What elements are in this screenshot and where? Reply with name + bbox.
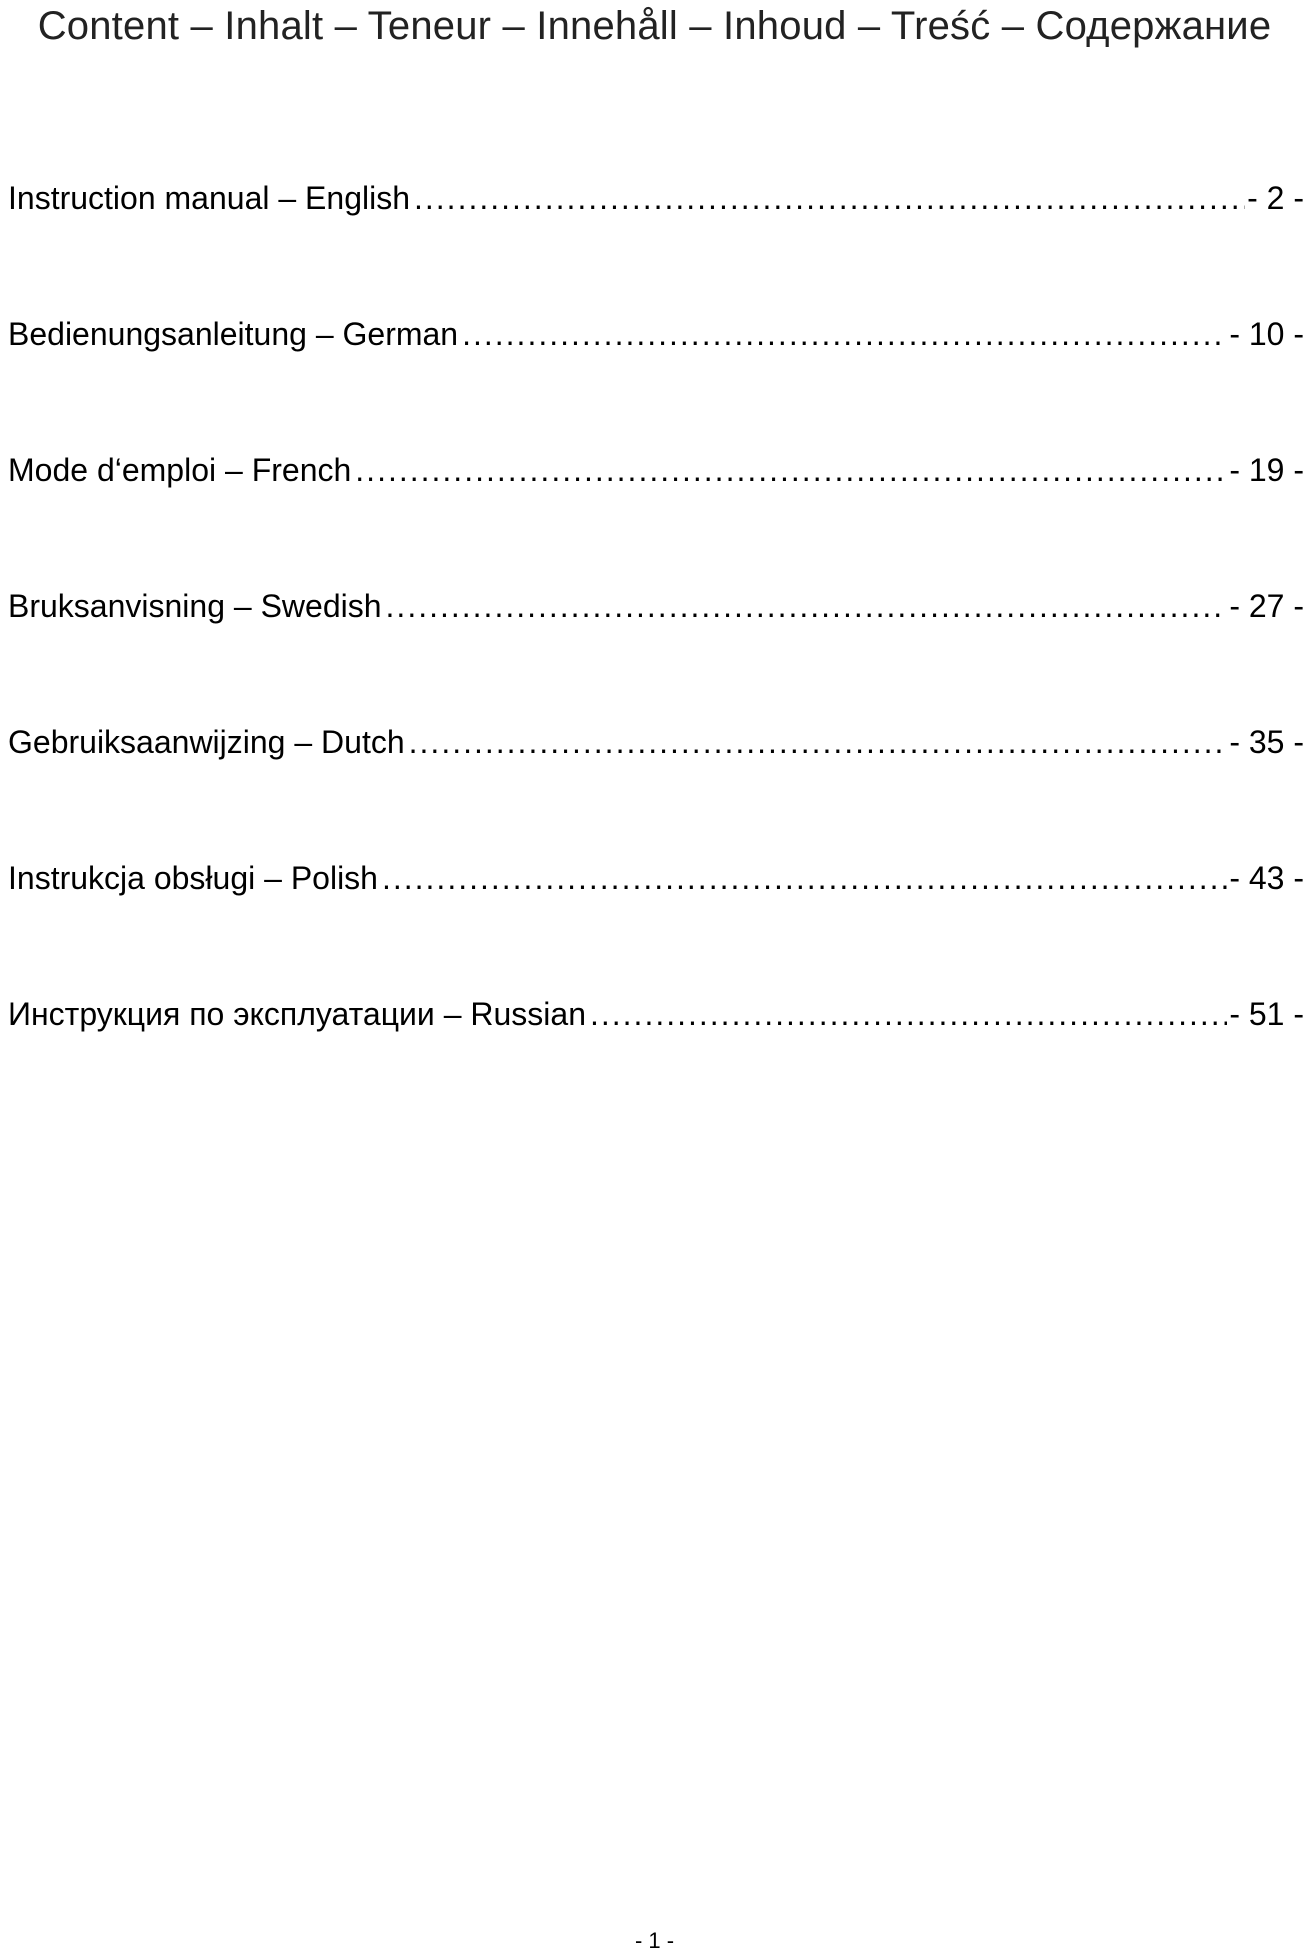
toc-dot-leader xyxy=(382,860,1227,897)
toc-entry-page: - 2 - xyxy=(1247,180,1304,216)
toc-entry-english[interactable] xyxy=(8,180,1304,316)
toc-dot-leader xyxy=(409,724,1228,761)
toc-dot-leader xyxy=(462,316,1227,353)
toc-entry-title: Gebruiksaanwijzing – Dutch xyxy=(8,724,405,760)
toc-entry-title: Instruction manual – English xyxy=(8,180,410,216)
toc-entry-polish[interactable] xyxy=(8,860,1304,996)
toc-entry-swedish[interactable] xyxy=(8,588,1304,724)
toc-dot-leader xyxy=(386,588,1228,625)
table-of-contents xyxy=(8,180,1304,1132)
toc-dot-leader xyxy=(590,996,1227,1033)
toc-entry-page: - 10 - xyxy=(1229,316,1304,352)
toc-entry-page: - 51 - xyxy=(1229,996,1304,1032)
page-number: - 1 - xyxy=(634,1928,675,1953)
toc-entry-title: Bedienungsanleitung – German xyxy=(8,316,459,352)
toc-entry-title: Инструкция по эксплуатации – Russian xyxy=(8,996,586,1032)
toc-entry-russian[interactable] xyxy=(8,996,1304,1132)
page-title: Content – Inhalt – Teneur – Innehåll – Inhoud – Treść – Содержание xyxy=(37,4,1272,48)
toc-entry-page: - 43 - xyxy=(1229,860,1304,896)
toc-entry-page: - 19 - xyxy=(1229,452,1304,488)
toc-entry-title: Mode d‘emploi – French xyxy=(8,452,352,488)
toc-dot-leader xyxy=(355,452,1227,489)
toc-entry-title: Bruksanvisning – Swedish xyxy=(8,588,382,624)
toc-entry-page: - 35 - xyxy=(1229,724,1304,760)
toc-dot-leader xyxy=(414,180,1245,217)
toc-entry-title: Instrukcja obsługi – Polish xyxy=(8,860,378,896)
toc-entry-french[interactable] xyxy=(8,452,1304,588)
toc-entry-page: - 27 - xyxy=(1229,588,1304,624)
toc-entry-german[interactable] xyxy=(8,316,1304,452)
toc-entry-dutch[interactable] xyxy=(8,724,1304,860)
